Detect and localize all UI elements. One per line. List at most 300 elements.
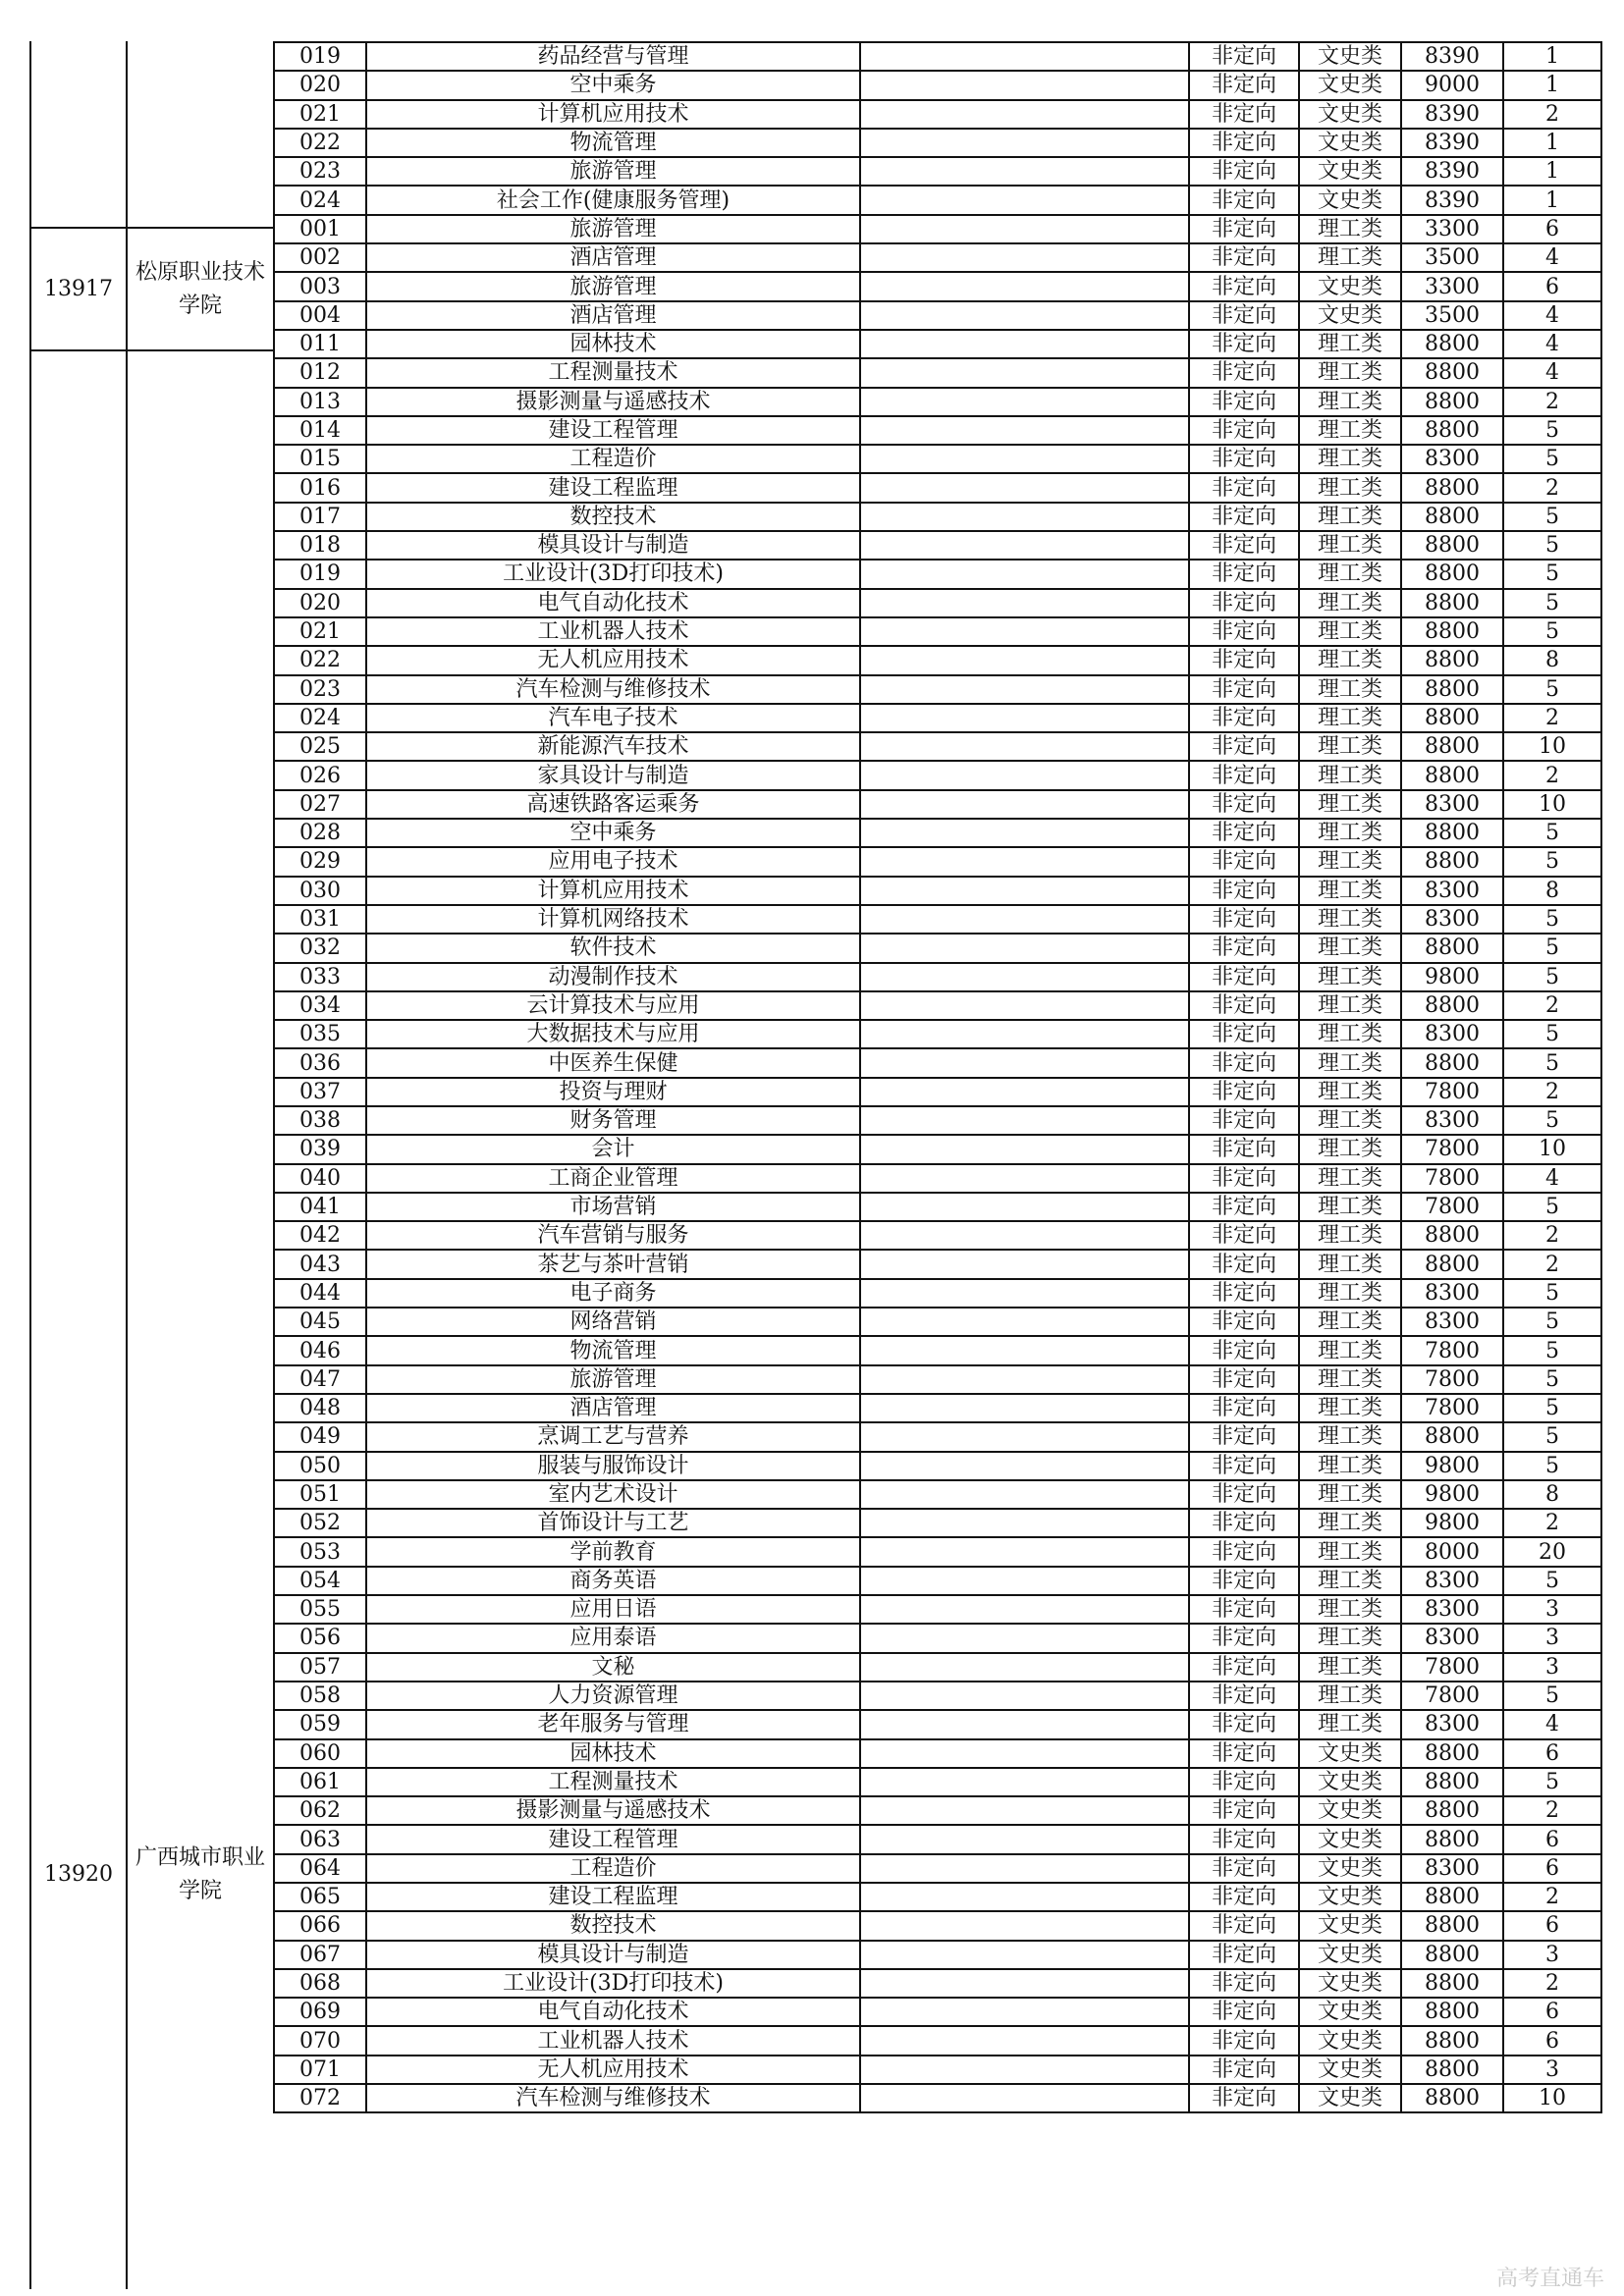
category-cell: 文史类 <box>1299 129 1401 157</box>
tuition-cell: 8800 <box>1401 1796 1503 1825</box>
category-cell: 理工类 <box>1299 215 1401 243</box>
major-code-cell: 067 <box>274 1941 366 1969</box>
major-name-cell: 应用泰语 <box>366 1624 860 1652</box>
table-row <box>274 1969 1601 1998</box>
category-cell: 文史类 <box>1299 272 1401 300</box>
category-cell: 理工类 <box>1299 617 1401 646</box>
direction-cell: 非定向 <box>1189 1825 1299 1853</box>
tuition-cell: 8800 <box>1401 1768 1503 1796</box>
category-cell: 理工类 <box>1299 761 1401 789</box>
institution-code-2: 13920 <box>44 1862 113 1887</box>
remark-cell <box>860 1452 1189 1480</box>
direction-cell: 非定向 <box>1189 129 1299 157</box>
remark-cell <box>860 1250 1189 1278</box>
category-cell: 理工类 <box>1299 991 1401 1020</box>
category-cell: 文史类 <box>1299 2026 1401 2055</box>
table-row <box>274 1078 1601 1106</box>
table-row <box>274 1854 1601 1883</box>
major-name-cell: 电气自动化技术 <box>366 589 860 617</box>
tuition-cell: 8300 <box>1401 1106 1503 1135</box>
major-name-cell: 汽车检测与维修技术 <box>366 675 860 704</box>
direction-cell: 非定向 <box>1189 761 1299 789</box>
table-row <box>274 157 1601 186</box>
major-code-cell: 021 <box>274 617 366 646</box>
major-name-cell: 软件技术 <box>366 934 860 962</box>
quota-cell: 5 <box>1503 847 1601 876</box>
major-name-cell: 模具设计与制造 <box>366 1941 860 1969</box>
major-code-cell: 039 <box>274 1135 366 1163</box>
remark-cell <box>860 790 1189 819</box>
remark-cell <box>860 1710 1189 1738</box>
category-cell: 理工类 <box>1299 934 1401 962</box>
quota-cell: 5 <box>1503 934 1601 962</box>
category-cell: 理工类 <box>1299 330 1401 358</box>
major-code-cell: 011 <box>274 330 366 358</box>
major-name-cell: 社会工作(健康服务管理) <box>366 186 860 214</box>
category-cell: 文史类 <box>1299 100 1401 129</box>
quota-cell: 1 <box>1503 186 1601 214</box>
category-cell: 理工类 <box>1299 358 1401 387</box>
tuition-cell: 8800 <box>1401 1825 1503 1853</box>
remark-cell <box>860 1422 1189 1451</box>
table-row <box>274 1250 1601 1278</box>
major-code-cell: 028 <box>274 819 366 847</box>
direction-cell: 非定向 <box>1189 704 1299 732</box>
remark-cell <box>860 819 1189 847</box>
table-row <box>274 2026 1601 2055</box>
quota-cell: 5 <box>1503 1452 1601 1480</box>
tuition-cell: 8800 <box>1401 646 1503 674</box>
major-name-cell: 工业机器人技术 <box>366 2026 860 2055</box>
major-name-cell: 摄影测量与遥感技术 <box>366 388 860 416</box>
major-name-cell: 工程造价 <box>366 445 860 473</box>
tuition-cell: 8390 <box>1401 157 1503 186</box>
quota-cell: 2 <box>1503 991 1601 1020</box>
direction-cell: 非定向 <box>1189 1653 1299 1682</box>
tuition-cell: 8300 <box>1401 1595 1503 1624</box>
tuition-cell: 7800 <box>1401 1365 1503 1394</box>
major-name-cell: 无人机应用技术 <box>366 646 860 674</box>
quota-cell: 4 <box>1503 243 1601 272</box>
quota-cell: 5 <box>1503 1020 1601 1048</box>
direction-cell: 非定向 <box>1189 1078 1299 1106</box>
major-name-cell: 无人机应用技术 <box>366 2056 860 2084</box>
major-name-cell: 工程测量技术 <box>366 1768 860 1796</box>
major-code-cell: 021 <box>274 100 366 129</box>
table-row <box>274 1624 1601 1652</box>
tuition-cell: 8800 <box>1401 1221 1503 1250</box>
remark-cell <box>860 215 1189 243</box>
quota-cell: 2 <box>1503 1883 1601 1911</box>
category-cell: 文史类 <box>1299 1941 1401 1969</box>
table-row <box>274 617 1601 646</box>
direction-cell: 非定向 <box>1189 358 1299 387</box>
table-row <box>274 819 1601 847</box>
remark-cell <box>860 1567 1189 1595</box>
tuition-cell: 8300 <box>1401 905 1503 934</box>
category-cell: 理工类 <box>1299 445 1401 473</box>
remark-cell <box>860 1106 1189 1135</box>
direction-cell: 非定向 <box>1189 388 1299 416</box>
major-code-cell: 022 <box>274 646 366 674</box>
direction-cell: 非定向 <box>1189 1394 1299 1422</box>
tuition-cell: 8800 <box>1401 560 1503 588</box>
quota-cell: 2 <box>1503 761 1601 789</box>
direction-cell: 非定向 <box>1189 272 1299 300</box>
tuition-cell: 8800 <box>1401 1739 1503 1768</box>
group-divider-bottom <box>29 349 273 351</box>
major-name-cell: 人力资源管理 <box>366 1682 860 1710</box>
major-code-cell: 058 <box>274 1682 366 1710</box>
quota-cell: 2 <box>1503 1221 1601 1250</box>
major-name-cell: 酒店管理 <box>366 1394 860 1422</box>
tuition-cell: 3300 <box>1401 215 1503 243</box>
major-name-cell: 汽车营销与服务 <box>366 1221 860 1250</box>
remark-cell <box>860 1969 1189 1998</box>
tuition-cell: 8800 <box>1401 388 1503 416</box>
table-row <box>274 1365 1601 1394</box>
category-cell: 理工类 <box>1299 531 1401 560</box>
category-cell: 理工类 <box>1299 560 1401 588</box>
remark-cell <box>860 1537 1189 1566</box>
category-cell: 理工类 <box>1299 704 1401 732</box>
major-name-cell: 药品经营与管理 <box>366 42 860 71</box>
tuition-cell: 8300 <box>1401 1020 1503 1048</box>
quota-cell: 3 <box>1503 1653 1601 1682</box>
category-cell: 文史类 <box>1299 1911 1401 1940</box>
tuition-cell: 8800 <box>1401 1883 1503 1911</box>
direction-cell: 非定向 <box>1189 1422 1299 1451</box>
tuition-cell: 8390 <box>1401 42 1503 71</box>
table-row <box>274 675 1601 704</box>
quota-cell: 5 <box>1503 1308 1601 1336</box>
quota-cell: 5 <box>1503 1567 1601 1595</box>
category-cell: 文史类 <box>1299 2056 1401 2084</box>
remark-cell <box>860 186 1189 214</box>
tuition-cell: 8800 <box>1401 1941 1503 1969</box>
tuition-cell: 8300 <box>1401 877 1503 905</box>
quota-cell: 4 <box>1503 301 1601 330</box>
direction-cell: 非定向 <box>1189 560 1299 588</box>
tuition-cell: 7800 <box>1401 1078 1503 1106</box>
table-row <box>274 1509 1601 1537</box>
major-name-cell: 首饰设计与工艺 <box>366 1509 860 1537</box>
direction-cell: 非定向 <box>1189 1164 1299 1193</box>
quota-cell: 1 <box>1503 157 1601 186</box>
major-code-cell: 070 <box>274 2026 366 2055</box>
remark-cell <box>860 2084 1189 2112</box>
category-cell: 理工类 <box>1299 1422 1401 1451</box>
remark-cell <box>860 503 1189 531</box>
table-row <box>274 416 1601 445</box>
quota-cell: 5 <box>1503 1682 1601 1710</box>
major-code-cell: 029 <box>274 847 366 876</box>
remark-cell <box>860 847 1189 876</box>
quota-cell: 5 <box>1503 1048 1601 1077</box>
category-cell: 理工类 <box>1299 243 1401 272</box>
tuition-cell: 8800 <box>1401 1911 1503 1940</box>
remark-cell <box>860 991 1189 1020</box>
major-code-cell: 034 <box>274 991 366 1020</box>
table-row <box>274 129 1601 157</box>
quota-cell: 5 <box>1503 617 1601 646</box>
remark-cell <box>860 963 1189 991</box>
remark-cell <box>860 1739 1189 1768</box>
major-code-cell: 002 <box>274 243 366 272</box>
major-name-cell: 空中乘务 <box>366 71 860 99</box>
major-name-cell: 云计算技术与应用 <box>366 991 860 1020</box>
category-cell: 理工类 <box>1299 1106 1401 1135</box>
direction-cell: 非定向 <box>1189 473 1299 502</box>
direction-cell: 非定向 <box>1189 617 1299 646</box>
quota-cell: 5 <box>1503 560 1601 588</box>
quota-cell: 8 <box>1503 1480 1601 1509</box>
remark-cell <box>860 761 1189 789</box>
tuition-cell: 8800 <box>1401 1969 1503 1998</box>
remark-cell <box>860 877 1189 905</box>
direction-cell: 非定向 <box>1189 445 1299 473</box>
tuition-cell: 3300 <box>1401 272 1503 300</box>
table-row <box>274 186 1601 214</box>
remark-cell <box>860 157 1189 186</box>
major-code-cell: 060 <box>274 1739 366 1768</box>
quota-cell: 6 <box>1503 1825 1601 1853</box>
category-cell: 文史类 <box>1299 42 1401 71</box>
major-name-cell: 旅游管理 <box>366 157 860 186</box>
quota-cell: 5 <box>1503 1279 1601 1308</box>
major-name-cell: 工商企业管理 <box>366 1164 860 1193</box>
major-code-cell: 056 <box>274 1624 366 1652</box>
category-cell: 理工类 <box>1299 1537 1401 1566</box>
quota-cell: 10 <box>1503 732 1601 761</box>
table-row <box>274 1336 1601 1364</box>
tuition-cell: 7800 <box>1401 1682 1503 1710</box>
major-name-cell: 市场营销 <box>366 1193 860 1221</box>
direction-cell: 非定向 <box>1189 2056 1299 2084</box>
table-row <box>274 1682 1601 1710</box>
tuition-cell: 8300 <box>1401 790 1503 819</box>
major-name-cell: 计算机应用技术 <box>366 877 860 905</box>
tuition-cell: 8800 <box>1401 819 1503 847</box>
major-code-cell: 022 <box>274 129 366 157</box>
major-code-cell: 025 <box>274 732 366 761</box>
quota-cell: 5 <box>1503 445 1601 473</box>
direction-cell: 非定向 <box>1189 675 1299 704</box>
table-row <box>274 388 1601 416</box>
major-name-cell: 投资与理财 <box>366 1078 860 1106</box>
quota-cell: 5 <box>1503 1768 1601 1796</box>
remark-cell <box>860 1048 1189 1077</box>
left-border-line <box>29 41 31 2289</box>
category-cell: 理工类 <box>1299 1048 1401 1077</box>
major-name-cell: 园林技术 <box>366 330 860 358</box>
major-code-cell: 043 <box>274 1250 366 1278</box>
tuition-cell: 8800 <box>1401 934 1503 962</box>
major-name-cell: 摄影测量与遥感技术 <box>366 1796 860 1825</box>
remark-cell <box>860 243 1189 272</box>
major-code-cell: 013 <box>274 388 366 416</box>
tuition-cell: 9800 <box>1401 1480 1503 1509</box>
direction-cell: 非定向 <box>1189 100 1299 129</box>
direction-cell: 非定向 <box>1189 503 1299 531</box>
tuition-cell: 8800 <box>1401 1422 1503 1451</box>
direction-cell: 非定向 <box>1189 1710 1299 1738</box>
quota-cell: 4 <box>1503 1710 1601 1738</box>
table-row <box>274 790 1601 819</box>
direction-cell: 非定向 <box>1189 963 1299 991</box>
major-code-cell: 051 <box>274 1480 366 1509</box>
remark-cell <box>860 473 1189 502</box>
table-row <box>274 503 1601 531</box>
table-row <box>274 589 1601 617</box>
quota-cell: 8 <box>1503 877 1601 905</box>
category-cell: 理工类 <box>1299 1595 1401 1624</box>
major-name-cell: 动漫制作技术 <box>366 963 860 991</box>
quota-cell: 8 <box>1503 646 1601 674</box>
major-name-cell: 酒店管理 <box>366 301 860 330</box>
majors-table <box>273 41 1602 2113</box>
tuition-cell: 8300 <box>1401 1567 1503 1595</box>
remark-cell <box>860 1279 1189 1308</box>
major-name-cell: 数控技术 <box>366 503 860 531</box>
table-row <box>274 1998 1601 2026</box>
direction-cell: 非定向 <box>1189 330 1299 358</box>
remark-cell <box>860 1854 1189 1883</box>
quota-cell: 10 <box>1503 1135 1601 1163</box>
major-name-cell: 老年服务与管理 <box>366 1710 860 1738</box>
quota-cell: 2 <box>1503 1796 1601 1825</box>
major-name-cell: 家具设计与制造 <box>366 761 860 789</box>
remark-cell <box>860 1394 1189 1422</box>
category-cell: 理工类 <box>1299 1078 1401 1106</box>
quota-cell: 5 <box>1503 905 1601 934</box>
direction-cell: 非定向 <box>1189 71 1299 99</box>
major-code-cell: 015 <box>274 445 366 473</box>
major-code-cell: 032 <box>274 934 366 962</box>
major-code-cell: 038 <box>274 1106 366 1135</box>
table-row <box>274 1279 1601 1308</box>
category-cell: 理工类 <box>1299 1452 1401 1480</box>
quota-cell: 1 <box>1503 129 1601 157</box>
remark-cell <box>860 560 1189 588</box>
remark-cell <box>860 1768 1189 1796</box>
quota-cell: 3 <box>1503 1941 1601 1969</box>
direction-cell: 非定向 <box>1189 1682 1299 1710</box>
table-row <box>274 531 1601 560</box>
remark-cell <box>860 1020 1189 1048</box>
major-code-cell: 072 <box>274 2084 366 2112</box>
remark-cell <box>860 704 1189 732</box>
major-name-cell: 高速铁路客运乘务 <box>366 790 860 819</box>
category-cell: 理工类 <box>1299 1365 1401 1394</box>
major-code-cell: 044 <box>274 1279 366 1308</box>
institution-name-2: 广西城市职业学院 <box>135 1845 265 1903</box>
tuition-cell: 8390 <box>1401 129 1503 157</box>
major-code-cell: 054 <box>274 1567 366 1595</box>
major-code-cell: 045 <box>274 1308 366 1336</box>
tuition-cell: 8300 <box>1401 1279 1503 1308</box>
category-cell: 文史类 <box>1299 1883 1401 1911</box>
table-row <box>274 1048 1601 1077</box>
quota-cell: 5 <box>1503 819 1601 847</box>
major-code-cell: 016 <box>274 473 366 502</box>
major-name-cell: 服装与服饰设计 <box>366 1452 860 1480</box>
remark-cell <box>860 1336 1189 1364</box>
remark-cell <box>860 1796 1189 1825</box>
major-code-cell: 036 <box>274 1048 366 1077</box>
tuition-cell: 8800 <box>1401 1250 1503 1278</box>
tuition-cell: 8300 <box>1401 1624 1503 1652</box>
category-cell: 理工类 <box>1299 589 1401 617</box>
quota-cell: 2 <box>1503 473 1601 502</box>
quota-cell: 2 <box>1503 1078 1601 1106</box>
major-code-cell: 019 <box>274 560 366 588</box>
major-code-cell: 046 <box>274 1336 366 1364</box>
quota-cell: 5 <box>1503 963 1601 991</box>
major-name-cell: 网络营销 <box>366 1308 860 1336</box>
major-code-cell: 031 <box>274 905 366 934</box>
tuition-cell: 8800 <box>1401 2056 1503 2084</box>
quota-cell: 2 <box>1503 388 1601 416</box>
remark-cell <box>860 732 1189 761</box>
category-cell: 文史类 <box>1299 1825 1401 1853</box>
quota-cell: 20 <box>1503 1537 1601 1566</box>
table-row <box>274 1452 1601 1480</box>
table-row <box>274 100 1601 129</box>
direction-cell: 非定向 <box>1189 416 1299 445</box>
quota-cell: 1 <box>1503 42 1601 71</box>
major-name-cell: 建设工程管理 <box>366 1825 860 1853</box>
quota-cell: 6 <box>1503 1854 1601 1883</box>
direction-cell: 非定向 <box>1189 589 1299 617</box>
remark-cell <box>860 1883 1189 1911</box>
quota-cell: 6 <box>1503 1739 1601 1768</box>
tuition-cell: 9800 <box>1401 1452 1503 1480</box>
direction-cell: 非定向 <box>1189 1796 1299 1825</box>
direction-cell: 非定向 <box>1189 1336 1299 1364</box>
category-cell: 理工类 <box>1299 963 1401 991</box>
tuition-cell: 8800 <box>1401 761 1503 789</box>
category-cell: 理工类 <box>1299 1710 1401 1738</box>
major-code-cell: 048 <box>274 1394 366 1422</box>
major-code-cell: 003 <box>274 272 366 300</box>
tuition-cell: 8800 <box>1401 2084 1503 2112</box>
major-code-cell: 053 <box>274 1537 366 1566</box>
quota-cell: 4 <box>1503 358 1601 387</box>
category-cell: 文史类 <box>1299 1796 1401 1825</box>
table-row <box>274 934 1601 962</box>
remark-cell <box>860 1221 1189 1250</box>
quota-cell: 6 <box>1503 2026 1601 2055</box>
major-code-cell: 035 <box>274 1020 366 1048</box>
tuition-cell: 8800 <box>1401 531 1503 560</box>
quota-cell: 5 <box>1503 1365 1601 1394</box>
direction-cell: 非定向 <box>1189 1509 1299 1537</box>
tuition-cell: 8300 <box>1401 1710 1503 1738</box>
category-cell: 理工类 <box>1299 1308 1401 1336</box>
category-cell: 理工类 <box>1299 503 1401 531</box>
table-row <box>274 1739 1601 1768</box>
table-row <box>274 272 1601 300</box>
major-name-cell: 工程测量技术 <box>366 358 860 387</box>
tuition-cell: 8800 <box>1401 2026 1503 2055</box>
table-row <box>274 1020 1601 1048</box>
direction-cell: 非定向 <box>1189 1048 1299 1077</box>
direction-cell: 非定向 <box>1189 790 1299 819</box>
direction-cell: 非定向 <box>1189 186 1299 214</box>
major-code-cell: 047 <box>274 1365 366 1394</box>
quota-cell: 1 <box>1503 71 1601 99</box>
